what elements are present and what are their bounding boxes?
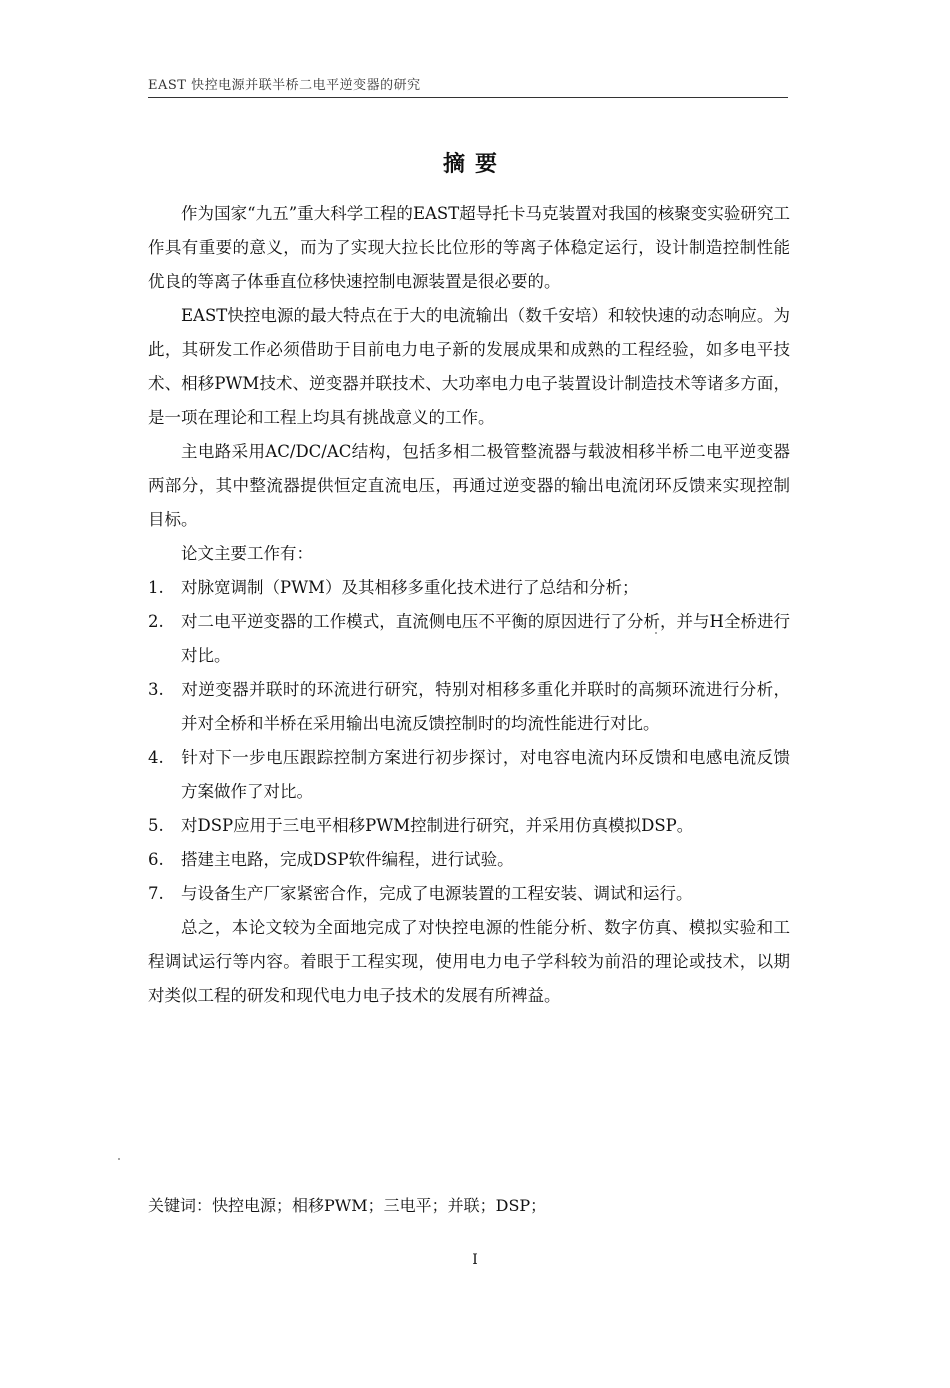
- item-text: 与设备生产厂家紧密合作，完成了电源装置的工程安装、调试和运行。: [181, 884, 693, 903]
- list-item: [148, 571, 790, 605]
- item-text: 对逆变器并联时的环流进行研究，特别对相移多重化并联时的高频环流进行分析，并对全桥和半桥在采用输出电流反馈控制时的均流性能进行对比。: [181, 680, 790, 733]
- item-text: 对二电平逆变器的工作模式，直流侧电压不平衡的原因进行了分析，并与H全桥进行对比。: [181, 612, 790, 665]
- item-number: 5.: [148, 816, 164, 835]
- item-text: 对DSP应用于三电平相移PWM控制进行研究，并采用仿真模拟DSP。: [181, 816, 694, 835]
- item-text: 搭建主电路，完成DSP软件编程，进行试验。: [181, 850, 514, 869]
- page-number: I: [472, 1252, 478, 1268]
- list-item: [148, 741, 790, 809]
- keywords-list: 快控电源；相移PWM；三电平；并联；DSP；: [212, 1196, 547, 1215]
- list-item: [148, 605, 790, 673]
- list-item: [148, 673, 790, 741]
- paragraph-1: 作为国家“九五”重大科学工程的EAST超导托卡马克装置对我国的核聚变实验研究工作具有重要的意义，而为了实现大拉长比位形的等离子体稳定运行，设计制造控制性能优良的等离子体垂直位移快速控制电源装置是很必要的。: [148, 204, 790, 291]
- summary-paragraph: 总之，本论文较为全面地完成了对快控电源的性能分析、数字仿真、模拟实验和工程调试运行等内容。着眼于工程实现，使用电力电子学科较为前沿的理论或技术，以期对类似工程的研发和现代电力电子技术的发展有所裨益。: [148, 918, 790, 1005]
- running-title: EAST 快控电源并联半桥二电平逆变器的研究: [148, 78, 421, 93]
- abstract-body: [148, 197, 790, 1013]
- keywords-line: [148, 1192, 546, 1220]
- header-rule: [148, 97, 788, 98]
- item-number: 1.: [148, 578, 164, 597]
- paragraph-2: EAST快控电源的最大特点在于大的电流输出（数千安培）和较快速的动态响应。为此，其研发工作必须借助于目前电力电子新的发展成果和成熟的工程经验，如多电平技术、相移PWM技术、逆变器并联技术、大功率电力电子装置设计制造技术等诸多方面，是一项在理论和工程上均具有挑战意义的工作。: [148, 306, 790, 427]
- abstract-title: 摘要: [442, 152, 507, 177]
- list-item: [148, 843, 790, 877]
- item-number: 2.: [148, 612, 164, 631]
- page-header: [148, 78, 788, 100]
- item-number: 7.: [148, 884, 164, 903]
- list-item: [148, 809, 790, 843]
- item-number: 4.: [148, 748, 164, 767]
- item-text: 对脉宽调制（PWM）及其相移多重化技术进行了总结和分析；: [181, 578, 639, 597]
- keywords-label: 关键词：: [148, 1196, 213, 1215]
- paragraph-3: 主电路采用AC/DC/AC结构，包括多相二极管整流器与载波相移半桥二电平逆变器两部分，其中整流器提供恒定直流电压，再通过逆变器的输出电流闭环反馈来实现控制目标。: [148, 442, 790, 529]
- item-number: 6.: [148, 850, 164, 869]
- item-number: 3.: [148, 680, 164, 699]
- list-item: [148, 877, 790, 911]
- item-text: 针对下一步电压跟踪控制方案进行初步探讨，对电容电流内环反馈和电感电流反馈方案做作了对比。: [181, 748, 790, 801]
- scan-speck: [655, 632, 657, 634]
- work-heading: 论文主要工作有：: [181, 544, 313, 563]
- scan-speck: [118, 1158, 120, 1160]
- work-list: [148, 571, 790, 911]
